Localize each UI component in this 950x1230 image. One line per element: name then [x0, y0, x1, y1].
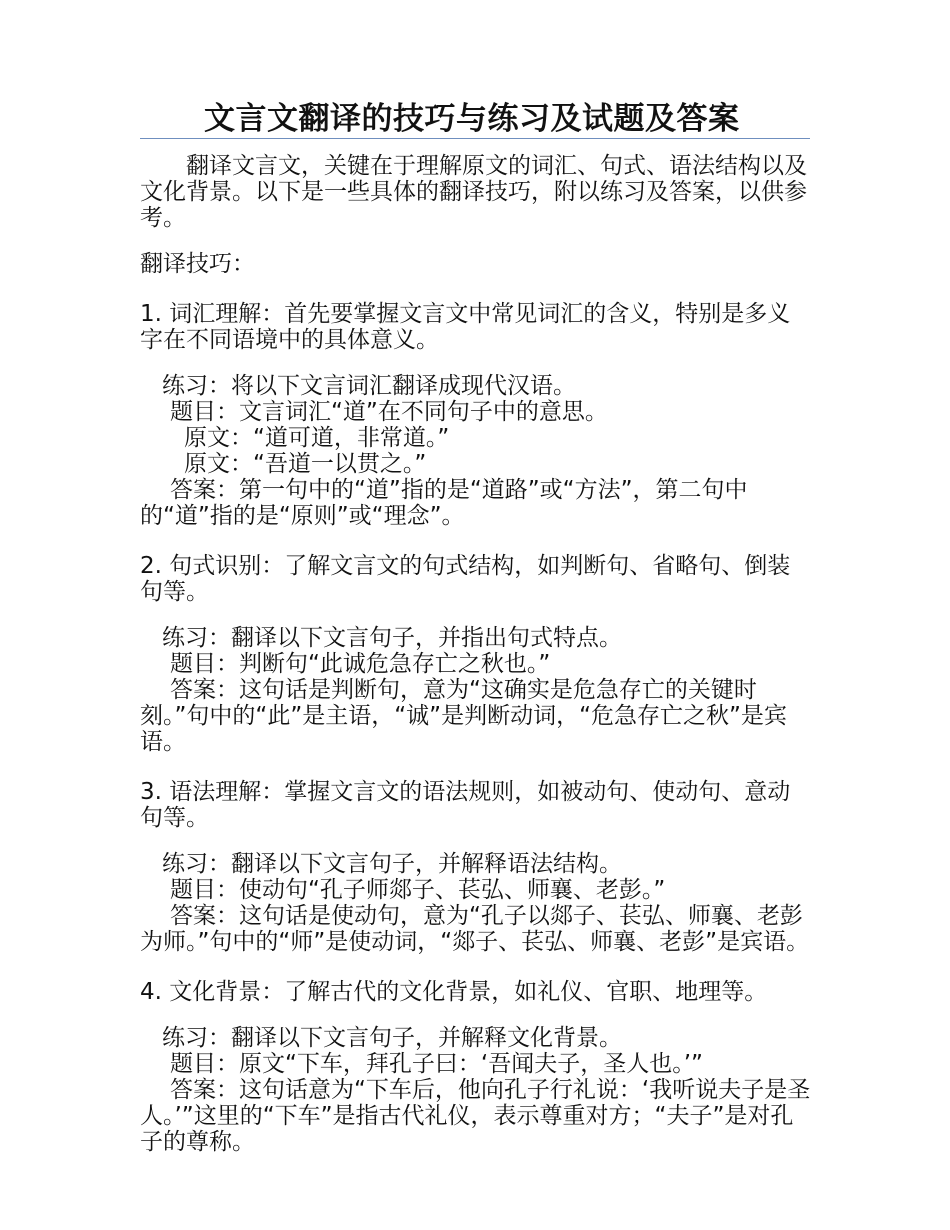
- techniques-heading: 翻译技巧：: [140, 251, 255, 277]
- practice-instruction: 练习：翻译以下文言句子，并解释文化背景。: [162, 1025, 622, 1051]
- document-title: 文言文翻译的技巧与练习及试题及答案: [204, 101, 740, 137]
- source-text: 原文：“吾道一以贯之。”: [184, 451, 427, 477]
- question-text: 题目：使动句“孔子师郯子、苌弘、师襄、老彭。”: [170, 877, 666, 903]
- intro-paragraph: 翻译文言文，关键在于理解原文的词汇、句式、语法结构以及文化背景。以下是一些具体的翻译技巧，附以练习及答案，以供参考。: [140, 153, 807, 231]
- practice-instruction: 练习：翻译以下文言句子，并解释语法结构。: [162, 851, 622, 877]
- section-heading-vocabulary: 1. 词汇理解：首先要掌握文言文中常见词汇的含义，特别是多义字在不同语境中的具体意义。: [140, 301, 791, 353]
- question-text: 题目：判断句“此诚危急存亡之秋也。”: [170, 651, 551, 677]
- answer-text: 答案：第一句中的“道”指的是“道路”或“方法”，第二句中的“道”指的是“原则”或“理念”。: [140, 477, 748, 529]
- answer-text: 答案：这句话是使动句，意为“孔子以郯子、苌弘、师襄、老彭为师。”句中的“师”是使动词，“郯子、苌弘、师襄、老彭”是宾语。: [140, 903, 810, 955]
- document-page: [140, 100, 812, 1155]
- practice-instruction: 练习：翻译以下文言句子，并指出句式特点。: [162, 625, 622, 651]
- section-heading-sentence-patterns: 2. 句式识别：了解文言文的句式结构，如判断句、省略句、倒装句等。: [140, 553, 791, 605]
- title-underline: [140, 138, 810, 139]
- section-heading-grammar: 3. 语法理解：掌握文言文的语法规则，如被动句、使动句、意动句等。: [140, 779, 791, 831]
- question-text: 题目：原文“下车，拜孔子曰：‘吾闻夫子，圣人也。’”: [170, 1051, 703, 1077]
- section-heading-cultural-background: 4. 文化背景：了解古代的文化背景，如礼仪、官职、地理等。: [140, 979, 768, 1005]
- answer-text: 答案：这句话是判断句，意为“这确实是危急存亡的关键时刻。”句中的“此”是主语，“诚”是判断动词，“危急存亡之秋”是宾语。: [140, 677, 787, 755]
- question-text: 题目：文言词汇“道”在不同句子中的意思。: [170, 399, 608, 425]
- source-text: 原文：“道可道，非常道。”: [184, 425, 450, 451]
- practice-instruction: 练习：将以下文言词汇翻译成现代汉语。: [162, 373, 576, 399]
- answer-text: 答案：这句话意为“下车后，他向孔子行礼说：‘我听说夫子是圣人。’”这里的“下车”是指古代礼仪，表示尊重对方；“夫子”是对孔子的尊称。: [140, 1077, 811, 1155]
